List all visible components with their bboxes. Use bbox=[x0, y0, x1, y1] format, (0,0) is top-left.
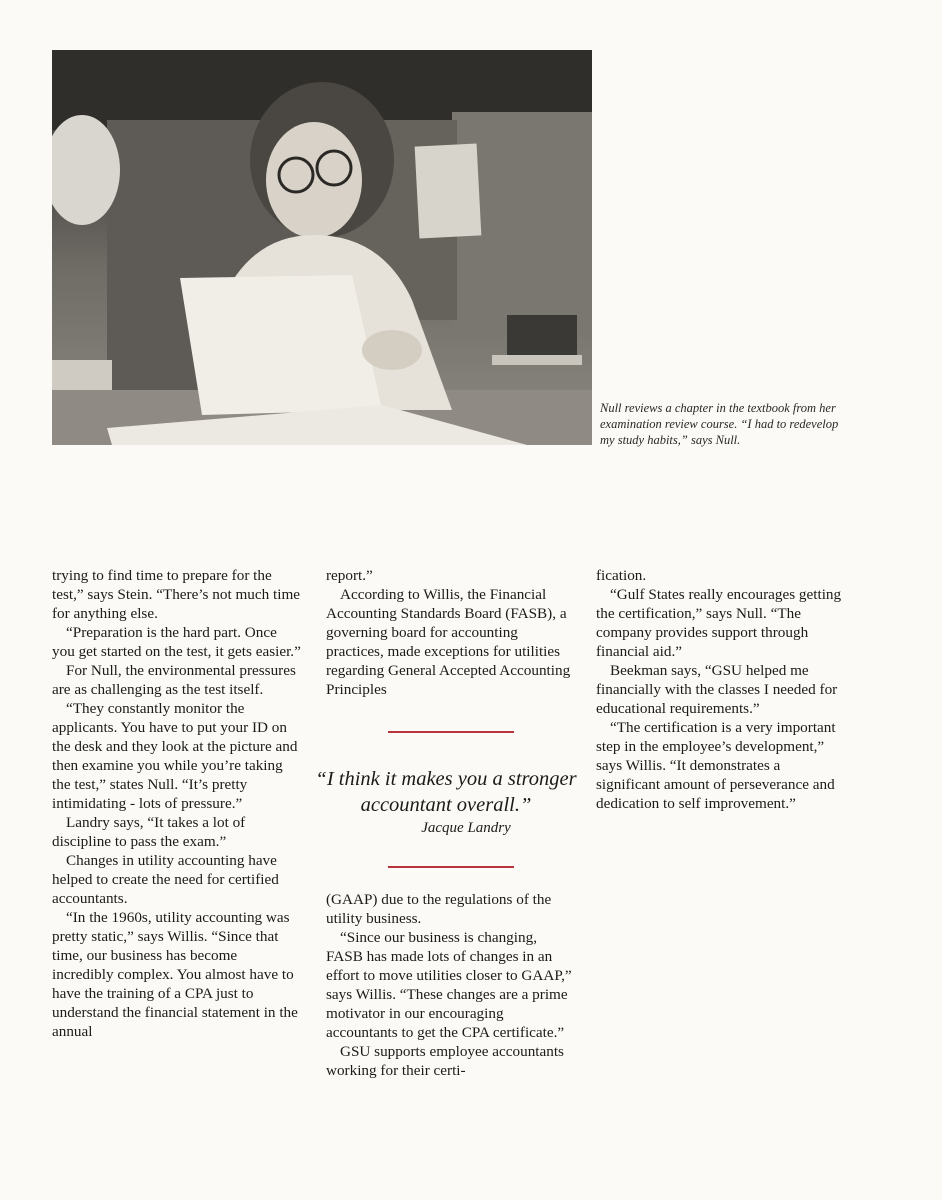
paragraph: “The certification is a very important step in the employee’s development,” says Willis. “It demonstrates a significant amount of perseverance and dedication to self improvement.” bbox=[596, 719, 836, 812]
paragraph: According to Willis, the Financial Accounting Standards Board (FASB), a governing board for accounting practices, made exceptions for utilities regarding General Accepted Accounting Principles bbox=[326, 586, 571, 698]
paragraph: “They constantly monitor the applicants. You have to put your ID on the desk and they look at the picture and then examine you while you’re taking the test,” states Null. “It’s pretty intimidating - lots of pressure.” bbox=[52, 700, 298, 812]
paragraph: report.” bbox=[326, 567, 373, 584]
paragraph: Beekman says, “GSU helped me financially with the classes I needed for educational requirements.” bbox=[596, 662, 838, 717]
paragraph: For Null, the environmental pressures are as challenging as the test itself. bbox=[52, 662, 296, 698]
article-column-1 bbox=[52, 566, 302, 1041]
article-photo bbox=[52, 50, 592, 445]
paragraph: “In the 1960s, utility accounting was pretty static,” says Willis. “Since that time, our business has become incredibly complex. You almost have to have the training of a CPA just to understand the financial statement in the annual bbox=[52, 909, 298, 1040]
paragraph: “Since our business is changing, FASB has made lots of changes in an effort to move utilities closer to GAAP,” says Willis. “These changes are a prime motivator in our encouraging accountants to get the CPA certificate.” bbox=[326, 929, 572, 1041]
pull-quote-attribution: Jacque Landry bbox=[421, 820, 511, 836]
paragraph: (GAAP) due to the regulations of the utility business. bbox=[326, 891, 552, 927]
paragraph: Changes in utility accounting have helped to create the need for certified accountants. bbox=[52, 852, 279, 907]
pull-quote-top-rule bbox=[388, 731, 514, 733]
paragraph: GSU supports employee accountants working for their certi- bbox=[326, 1043, 564, 1079]
photo-illustration bbox=[52, 50, 592, 445]
article-column-2-bottom bbox=[326, 890, 576, 1080]
article-column-3 bbox=[596, 566, 846, 813]
paragraph: trying to find time to prepare for the test,” says Stein. “There’s not much time for anything else. bbox=[52, 567, 301, 622]
pull-quote bbox=[312, 766, 580, 838]
paragraph: Landry says, “It takes a lot of discipline to pass the exam.” bbox=[52, 814, 246, 850]
paragraph: “Preparation is the hard part. Once you get started on the test, it gets easier.” bbox=[52, 624, 301, 660]
pull-quote-text: “I think it makes you a stronger accountant overall.” bbox=[315, 768, 577, 816]
pull-quote-bottom-rule bbox=[388, 866, 514, 868]
paragraph: “Gulf States really encourages getting the certification,” says Null. “The company provides support through financial aid.” bbox=[596, 586, 842, 660]
paragraph: fication. bbox=[596, 567, 647, 584]
photo-caption: Null reviews a chapter in the textbook from her examination review course. “I had to redevelop my study habits,” says Null. bbox=[600, 401, 839, 447]
article-column-2-top bbox=[326, 566, 576, 699]
